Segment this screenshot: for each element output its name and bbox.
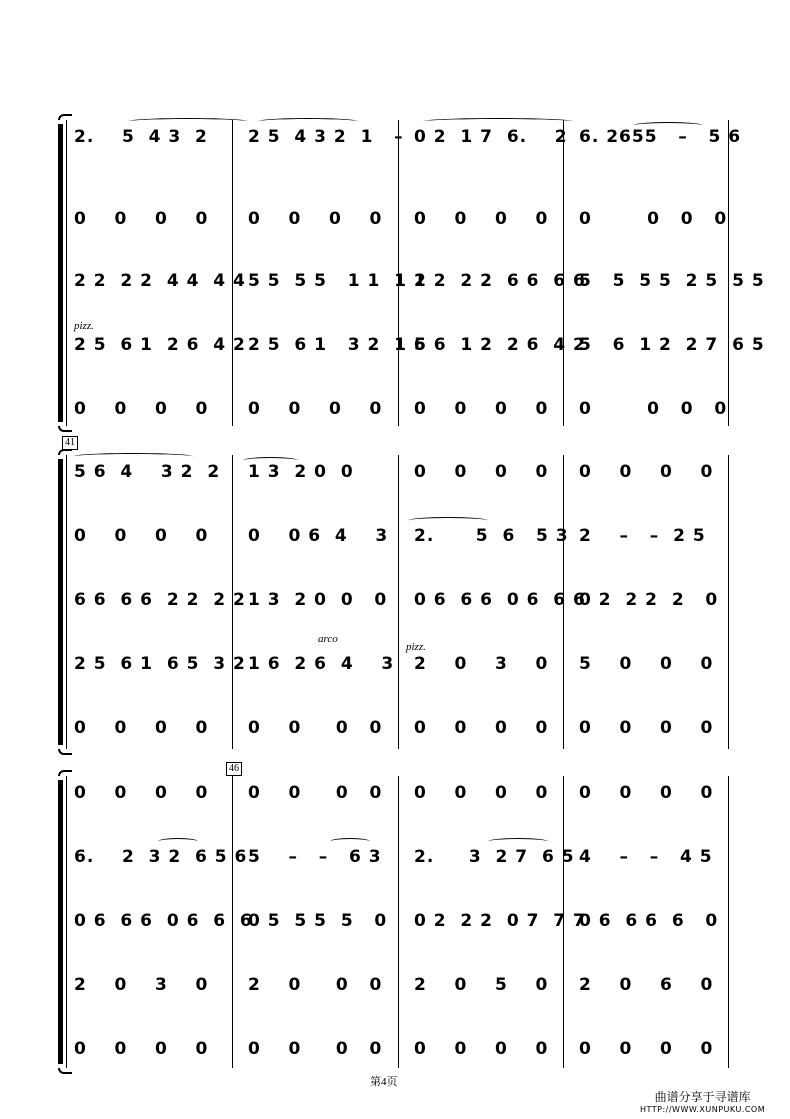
notation-text: 2 – – 2 5 <box>579 526 706 546</box>
staff-row-voice-5 <box>58 713 734 743</box>
measure <box>569 266 765 296</box>
staff-row-voice-5 <box>58 1034 734 1064</box>
notation-text: 0 6 6 6 0 6 6 6 <box>414 590 586 610</box>
measure <box>238 649 398 679</box>
notation-text: 0 0 0 0 <box>248 399 383 419</box>
measure <box>404 649 563 679</box>
notation-text: 2 0 3 0 <box>414 654 549 674</box>
notation-text: 0 0 6 4 3 <box>248 526 389 546</box>
measure <box>404 585 586 615</box>
measure <box>569 204 728 234</box>
measure <box>569 330 765 360</box>
measure <box>404 266 586 296</box>
measure <box>64 970 232 1000</box>
measure <box>238 330 427 360</box>
measure <box>238 266 427 296</box>
measure <box>64 266 246 296</box>
notation-text: 0 0 0 0 <box>579 783 714 803</box>
page-number: 第4页 <box>370 1076 398 1088</box>
measure <box>404 122 568 152</box>
notation-text: 2. 3 2 7 6 5 <box>414 847 575 867</box>
notation-text: 2 5 6 1 3 2 1 6 <box>248 335 427 355</box>
notation-text: 2. 5 4 3 2 <box>74 127 208 147</box>
rehearsal-mark-46: 46 <box>226 762 242 776</box>
notation-text: 0 0 0 0 <box>414 462 549 482</box>
notation-text: 0 0 0 0 <box>74 526 209 546</box>
measure <box>569 394 728 424</box>
staff-row-voice-1 <box>58 778 734 808</box>
measure <box>404 970 563 1000</box>
notation-text: 2 0 0 0 <box>248 975 383 995</box>
notation-text: 0 0 0 0 <box>248 783 383 803</box>
notation-text: 0 2 1 7 6. 2 <box>414 127 568 147</box>
notation-text: 0 0 0 0 <box>579 1039 714 1059</box>
measure <box>64 649 246 679</box>
measure <box>238 457 398 487</box>
measure <box>238 906 398 936</box>
measure <box>404 713 563 743</box>
notation-text: 5 6 1 2 2 6 4 2 <box>414 335 586 355</box>
measure <box>569 122 742 152</box>
measure <box>64 122 232 152</box>
staff-row-voice-1 <box>58 457 734 487</box>
staff-row-voice-4 <box>58 649 734 679</box>
notation-text: 5 6 1 2 2 7 6 5 <box>579 335 765 355</box>
notation-text: 0 0 0 0 <box>248 209 383 229</box>
notation-text: 0 5 5 5 5 0 <box>248 911 388 931</box>
measure <box>238 585 398 615</box>
measure <box>64 778 232 808</box>
measure <box>64 1034 232 1064</box>
staff-row-voice-3 <box>58 906 734 936</box>
measure <box>404 906 586 936</box>
staff-row-voice-1 <box>58 122 742 152</box>
notation-text: 5 0 0 0 <box>579 654 714 674</box>
measure <box>64 457 232 487</box>
notation-text: 5 – – 6 3 <box>248 847 382 867</box>
score-system-3 <box>58 763 734 1068</box>
notation-text: 0 0 0 0 <box>414 1039 549 1059</box>
measure <box>238 394 398 424</box>
arco-marking: arco <box>318 633 338 645</box>
notation-text: 6. 2655 – 5 6 <box>579 127 742 147</box>
rehearsal-mark-41: 41 <box>62 436 78 450</box>
notation-text: 0 0 0 0 <box>579 718 714 738</box>
notation-text: 5 5 5 5 1 1 1 1 <box>248 271 427 291</box>
notation-text: 0 0 0 0 <box>414 783 549 803</box>
measure <box>238 713 398 743</box>
measure <box>404 394 563 424</box>
measure <box>569 842 728 872</box>
notation-text: 0 0 0 0 <box>248 718 383 738</box>
notation-text: 4 – – 4 5 <box>579 847 713 867</box>
measure <box>404 778 563 808</box>
measure <box>404 521 569 551</box>
measure <box>404 1034 563 1064</box>
measure <box>238 970 398 1000</box>
notation-text: 1 3 2 0 0 <box>248 462 354 482</box>
notation-text: 5 6 4 3 2 2 <box>74 462 221 482</box>
score-system-1 <box>58 120 765 426</box>
staff-row-voice-3 <box>58 585 734 615</box>
notation-text: 0 0 0 0 <box>74 718 209 738</box>
notation-text: 6. 2 3 2 6 5 6 <box>74 847 248 867</box>
notation-text: 5 5 5 5 2 5 5 5 <box>579 271 765 291</box>
measure <box>569 585 728 615</box>
notation-text: 2 0 5 0 <box>414 975 549 995</box>
measure <box>64 204 232 234</box>
notation-text: 0 0 0 0 <box>579 399 728 419</box>
staff-row-voice-2 <box>58 204 734 234</box>
notation-text: 0 0 0 0 <box>414 399 549 419</box>
score-system-2 <box>58 437 734 749</box>
notation-text: 0 2 2 2 2 0 <box>579 590 719 610</box>
measure <box>238 842 398 872</box>
notation-text: 0 0 0 0 <box>414 718 549 738</box>
staff-row-voice-3 <box>58 266 765 296</box>
measure <box>64 713 232 743</box>
measure <box>569 1034 728 1064</box>
measure <box>404 330 586 360</box>
measure <box>238 521 398 551</box>
notation-text: 0 6 6 6 0 6 6 6 <box>74 911 253 931</box>
notation-text: 0 0 0 0 <box>414 209 549 229</box>
measure <box>569 713 728 743</box>
staff-row-voice-2 <box>58 521 734 551</box>
measure <box>64 906 253 936</box>
measure <box>569 649 728 679</box>
notation-text: 2 0 6 0 <box>579 975 714 995</box>
staff-row-voice-5 <box>58 394 734 424</box>
measure <box>64 521 232 551</box>
notation-text: 0 0 0 0 <box>579 209 728 229</box>
staff-row-voice-2 <box>58 842 734 872</box>
notation-text: 2 5 6 1 6 5 3 2 <box>74 654 246 674</box>
measure <box>404 842 575 872</box>
notation-text: 0 0 0 0 <box>74 1039 209 1059</box>
measure <box>238 778 398 808</box>
notation-text: 0 0 0 0 <box>74 399 209 419</box>
pizz-marking: pizz. <box>74 320 94 332</box>
pizz-marking: pizz. <box>406 641 426 653</box>
watermark-url: HTTP://WWW.XUNPUKU.COM <box>640 1105 766 1114</box>
measure <box>64 330 246 360</box>
measure <box>64 585 246 615</box>
measure <box>64 842 248 872</box>
staff-row-voice-4 <box>58 330 765 360</box>
notation-text: 2. 5 6 5 3 <box>414 526 569 546</box>
measure <box>404 457 563 487</box>
measure <box>569 906 728 936</box>
notation-text: 0 0 0 0 <box>248 1039 383 1059</box>
measure <box>569 778 728 808</box>
notation-text: 2 2 2 2 4 4 4 4 <box>74 271 246 291</box>
measure <box>238 1034 398 1064</box>
notation-text: 0 0 0 0 <box>74 783 209 803</box>
notation-text: 0 2 2 2 0 7 7 7 <box>414 911 586 931</box>
watermark <box>640 1088 765 1114</box>
notation-text: 2 2 2 2 6 6 6 6 <box>414 271 586 291</box>
measure <box>238 204 398 234</box>
notation-text: 2 5 4 3 2 1 – <box>248 127 404 147</box>
notation-text: 0 0 0 0 <box>74 209 209 229</box>
watermark-title: 曲谱分享于寻谱库 <box>654 1090 751 1104</box>
measure <box>569 521 728 551</box>
measure <box>64 394 232 424</box>
staff-row-voice-4 <box>58 970 734 1000</box>
measure <box>404 204 563 234</box>
notation-text: 0 6 6 6 6 0 <box>579 911 719 931</box>
notation-text: 1 3 2 0 0 0 <box>248 590 388 610</box>
notation-text: 6 6 6 6 2 2 2 2 <box>74 590 246 610</box>
notation-text: 0 0 0 0 <box>579 462 714 482</box>
notation-text: 1 6 2 6 4 3 <box>248 654 395 674</box>
measure <box>569 457 728 487</box>
measure <box>569 970 728 1000</box>
notation-text: 2 0 3 0 <box>74 975 209 995</box>
measure <box>238 122 404 152</box>
notation-text: 2 5 6 1 2 6 4 2 <box>74 335 246 355</box>
